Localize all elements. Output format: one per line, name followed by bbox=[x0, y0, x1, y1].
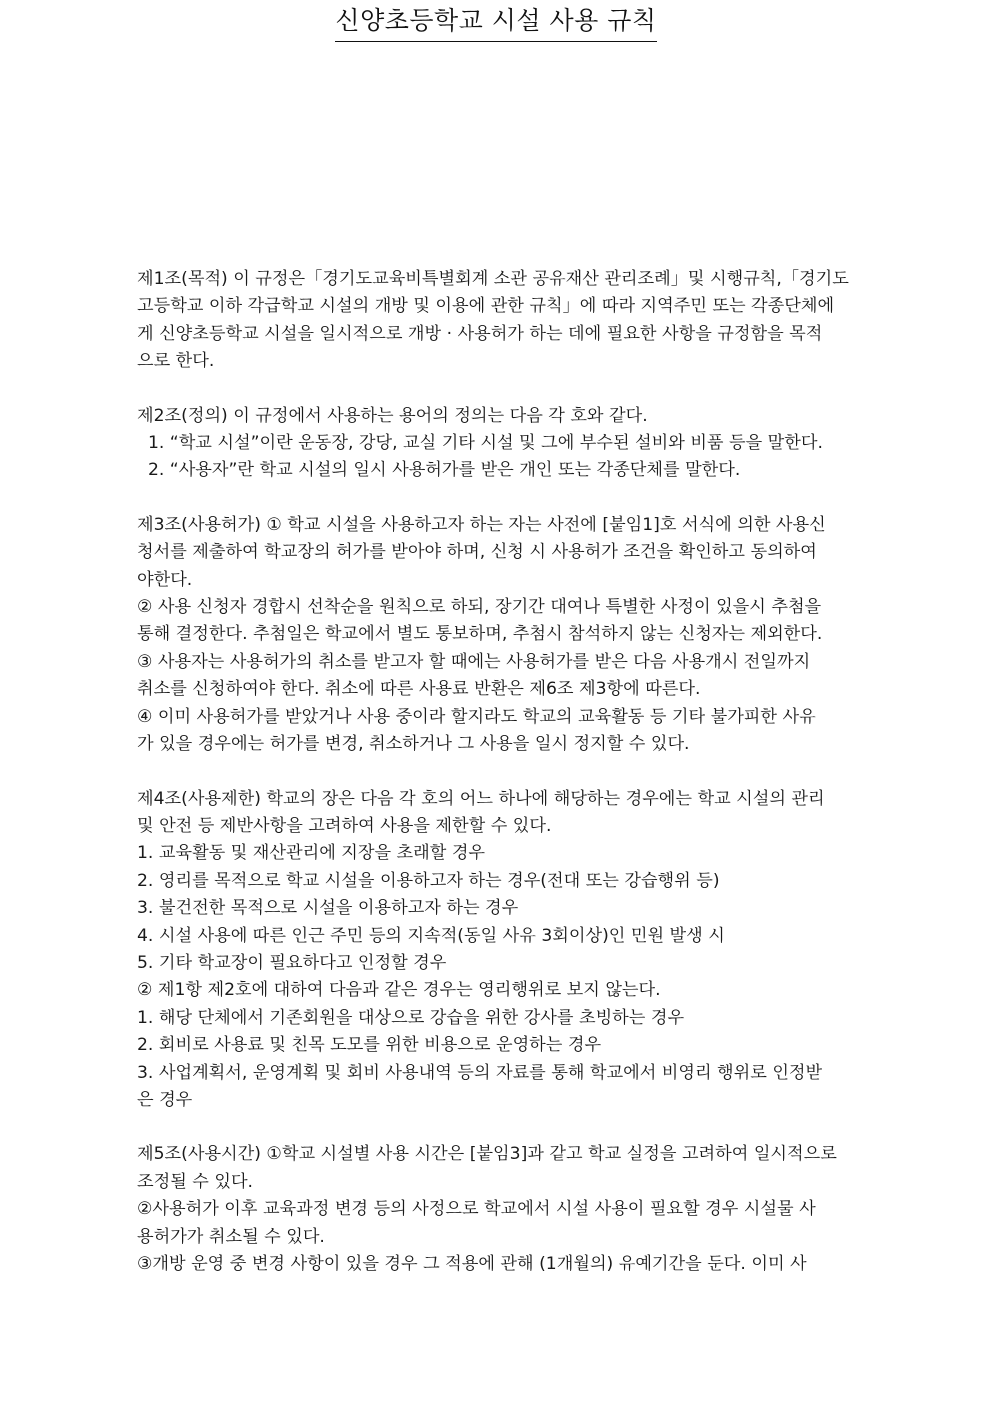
article-4 bbox=[137, 786, 858, 1115]
article-1-line-0: 제1조(목적) 이 규정은「경기도교육비특별회계 소관 공유재산 관리조례」및 시행규칙,「경기도 bbox=[137, 269, 849, 289]
article-5-line-3: 용허가가 취소될 수 있다. bbox=[137, 1226, 325, 1247]
paragraph-gap-2 bbox=[137, 485, 858, 512]
article-4-line-1: 및 안전 등 제반사항을 고려하여 사용을 제한할 수 있다. bbox=[137, 815, 552, 836]
article-1 bbox=[137, 266, 858, 376]
article-2 bbox=[137, 403, 858, 485]
article-4-line-3: 2. 영리를 목적으로 학교 시설을 이용하고자 하는 경우(전대 또는 강습행위 등) bbox=[137, 870, 720, 891]
article-4-line-0: 제4조(사용제한) 학교의 장은 다음 각 호의 어느 하나에 해당하는 경우에는 학교 시설의 관리 bbox=[137, 788, 825, 809]
article-3-line-1: 청서를 제출하여 학교장의 허가를 받아야 하며, 신청 시 사용허가 조건을 확인하고 동의하여 bbox=[137, 542, 817, 563]
article-5-line-2: ②사용허가 이후 교육과정 변경 등의 사정으로 학교에서 시설 사용이 필요할 경우 시설물 사 bbox=[137, 1199, 816, 1220]
article-2-line-0: 제2조(정의) 이 규정에서 사용하는 용어의 정의는 다음 각 호와 같다. bbox=[137, 405, 648, 426]
article-3-line-4: 통해 결정한다. 추첨일은 학교에서 별도 통보하며, 추첨시 참석하지 않는 신청자는 제외한다. bbox=[137, 624, 823, 645]
article-2-line-1: 1. “학교 시설”이란 운동장, 강당, 교실 기타 시설 및 그에 부수된 설비와 비품 등을 말한다. bbox=[137, 433, 823, 454]
article-4-line-4: 3. 불건전한 목적으로 시설을 이용하고자 하는 경우 bbox=[137, 898, 519, 919]
article-4-line-8: 1. 해당 단체에서 기존회원을 대상으로 강습을 위한 강사를 초빙하는 경우 bbox=[137, 1007, 685, 1028]
article-1-line-1: 고등학교 이하 각급학교 시설의 개방 및 이용에 관한 규칙」에 따라 지역주민 또는 각종단체에 bbox=[137, 296, 835, 317]
article-3-line-3: ② 사용 신청자 경합시 선착순을 원칙으로 하되, 장기간 대여나 특별한 사정이 있을시 추첨을 bbox=[137, 597, 822, 618]
page-title-text: 신양초등학교 시설 사용 규칙 bbox=[335, 4, 656, 42]
article-1-line-3: 으로 한다. bbox=[137, 351, 215, 372]
article-3-line-7: ④ 이미 사용허가를 받았거나 사용 중이라 할지라도 학교의 교육활동 등 기타 불가피한 사유 bbox=[137, 706, 816, 727]
article-1-line-2: 게 신양초등학교 시설을 일시적으로 개방 · 사용허가 하는 데에 필요한 사항을 규정함을 목적 bbox=[137, 323, 823, 344]
article-4-line-7: ② 제1항 제2호에 대하여 다음과 같은 경우는 영리행위로 보지 않는다. bbox=[137, 980, 661, 1001]
article-4-line-11: 은 경우 bbox=[137, 1089, 193, 1110]
article-5-line-0: 제5조(사용시간) ①학교 시설별 사용 시간은 [붙임3]과 같고 학교 실정을 고려하여 일시적으로 bbox=[137, 1144, 837, 1165]
paragraph-gap-3 bbox=[137, 759, 858, 786]
article-4-line-9: 2. 회비로 사용료 및 친목 도모를 위한 비용으로 운영하는 경우 bbox=[137, 1035, 602, 1056]
paragraph-gap-4 bbox=[137, 1114, 858, 1141]
paragraph-gap-1 bbox=[137, 376, 858, 403]
article-5 bbox=[137, 1141, 858, 1278]
article-3-line-8: 가 있을 경우에는 허가를 변경, 취소하거나 그 사용을 일시 정지할 수 있다. bbox=[137, 734, 690, 755]
article-3 bbox=[137, 512, 858, 759]
article-5-line-4: ③개방 운영 중 변경 사항이 있을 경우 그 적용에 관해 (1개월의) 유예기간을 둔다. 이미 사 bbox=[137, 1254, 807, 1274]
article-3-line-6: 취소를 신청하여야 한다. 취소에 따른 사용료 반환은 제6조 제3항에 따른다. bbox=[137, 679, 701, 700]
article-4-line-2: 1. 교육활동 및 재산관리에 지장을 초래할 경우 bbox=[137, 843, 486, 864]
article-4-line-10: 3. 사업계획서, 운영계획 및 회비 사용내역 등의 자료를 통해 학교에서 비영리 행위로 인정받 bbox=[137, 1062, 823, 1083]
article-2-line-2: 2. “사용자”란 학교 시설의 일시 사용허가를 받은 개인 또는 각종단체를 말한다. bbox=[137, 460, 741, 481]
article-3-line-2: 야한다. bbox=[137, 569, 193, 590]
article-4-line-6: 5. 기타 학교장이 필요하다고 인정할 경우 bbox=[137, 952, 447, 973]
document-body bbox=[137, 266, 858, 1278]
article-5-line-1: 조정될 수 있다. bbox=[137, 1171, 254, 1192]
article-3-line-5: ③ 사용자는 사용허가의 취소를 받고자 할 때에는 사용허가를 받은 다음 사용개시 전일까지 bbox=[137, 651, 811, 672]
page-title bbox=[0, 0, 992, 42]
article-3-line-0: 제3조(사용허가) ① 학교 시설을 사용하고자 하는 자는 사전에 [붙임1]호 서식에 의한 사용신 bbox=[137, 514, 826, 535]
article-4-line-5: 4. 시설 사용에 따른 인근 주민 등의 지속적(동일 사유 3회이상)인 민원 발생 시 bbox=[137, 925, 725, 946]
